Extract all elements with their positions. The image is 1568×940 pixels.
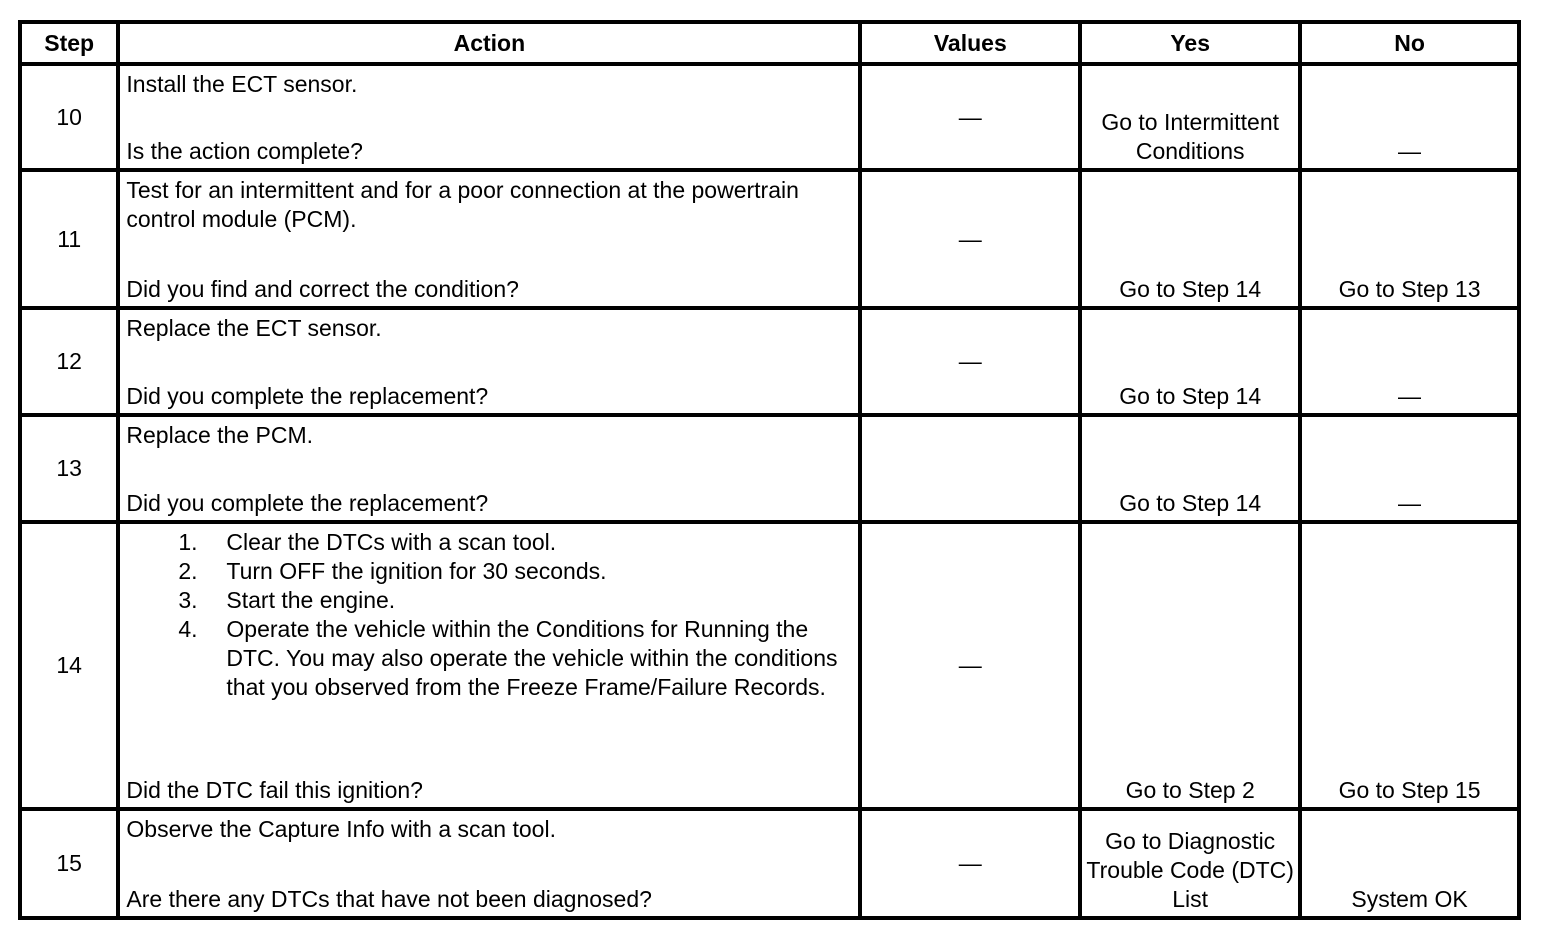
header-no: No [1300, 22, 1519, 64]
no-cell: Go to Step 15 [1300, 522, 1519, 808]
list-number: 3. [178, 587, 198, 614]
action-text: Install the ECT sensor. [126, 71, 358, 97]
action-cell [118, 809, 860, 919]
list-number: 1. [178, 529, 198, 556]
header-action: Action [118, 22, 860, 64]
header-row [20, 22, 1519, 64]
step-number: 11 [20, 170, 118, 307]
list-item [178, 528, 852, 557]
no-cell: — [1300, 64, 1519, 170]
action-text: Observe the Capture Info with a scan tool. [126, 815, 556, 842]
action-cell [118, 415, 860, 522]
list-item [178, 615, 852, 702]
yes-cell: Go to Intermittent Conditions [1080, 64, 1300, 170]
yes-cell: Go to Step 14 [1080, 308, 1300, 415]
values-cell: — [860, 308, 1080, 415]
action-cell [118, 64, 860, 170]
action-cell [118, 308, 860, 415]
action-question: Did you find and correct the condition? [126, 275, 519, 302]
values-cell: — [860, 809, 1080, 919]
no-cell: Go to Step 13 [1300, 170, 1519, 307]
table-row [20, 170, 1519, 307]
header-step: Step [20, 22, 118, 64]
no-cell: System OK [1300, 809, 1519, 919]
action-question: Did you complete the replacement? [126, 490, 489, 517]
yes-cell: Go to Step 14 [1080, 415, 1300, 522]
action-cell [118, 522, 860, 808]
values-cell: — [860, 522, 1080, 808]
step-number: 14 [20, 522, 118, 808]
list-item [178, 557, 852, 586]
action-cell [118, 170, 860, 307]
table-row [20, 415, 1519, 522]
list-item [178, 586, 852, 615]
action-question: Did the DTC fail this ignition? [126, 776, 423, 803]
table-row [20, 64, 1519, 170]
list-text: Clear the DTCs with a scan tool. [226, 529, 557, 556]
procedure-list [126, 528, 852, 702]
list-text: Start the engine. [226, 587, 396, 614]
yes-cell: Go to Step 14 [1080, 170, 1300, 307]
header-values: Values [860, 22, 1080, 64]
action-question: Are there any DTCs that have not been diagnosed? [126, 886, 652, 912]
table-row [20, 522, 1519, 808]
action-text: Replace the PCM. [126, 422, 314, 449]
step-number: 12 [20, 308, 118, 415]
diagnostic-table [18, 20, 1521, 920]
list-number: 2. [178, 558, 198, 585]
step-number: 15 [20, 809, 118, 919]
table-row [20, 809, 1519, 919]
table-row [20, 308, 1519, 415]
yes-cell: Go to Step 2 [1080, 522, 1300, 808]
step-number: 10 [20, 64, 118, 170]
action-question: Is the action complete? [126, 138, 363, 165]
yes-cell: Go to Diagnostic Trouble Code (DTC) List [1080, 809, 1300, 919]
list-text: Turn OFF the ignition for 30 seconds. [226, 558, 607, 585]
values-cell: — [860, 64, 1080, 170]
action-text: Test for an intermittent and for a poor connection at the powertrain control module (PCM). [126, 177, 799, 233]
list-text: Operate the vehicle within the Conditions for Running the DTC. You may also operate the vehicle within the conditions that you observed from the Freeze Frame/Failure Records. [226, 616, 838, 701]
header-yes: Yes [1080, 22, 1300, 64]
action-text: Replace the ECT sensor. [126, 314, 382, 341]
action-question: Did you complete the replacement? [126, 383, 489, 410]
no-cell: — [1300, 415, 1519, 522]
step-number: 13 [20, 415, 118, 522]
values-cell [860, 415, 1080, 522]
values-cell: — [860, 170, 1080, 307]
list-number: 4. [178, 616, 198, 643]
no-cell: — [1300, 308, 1519, 415]
